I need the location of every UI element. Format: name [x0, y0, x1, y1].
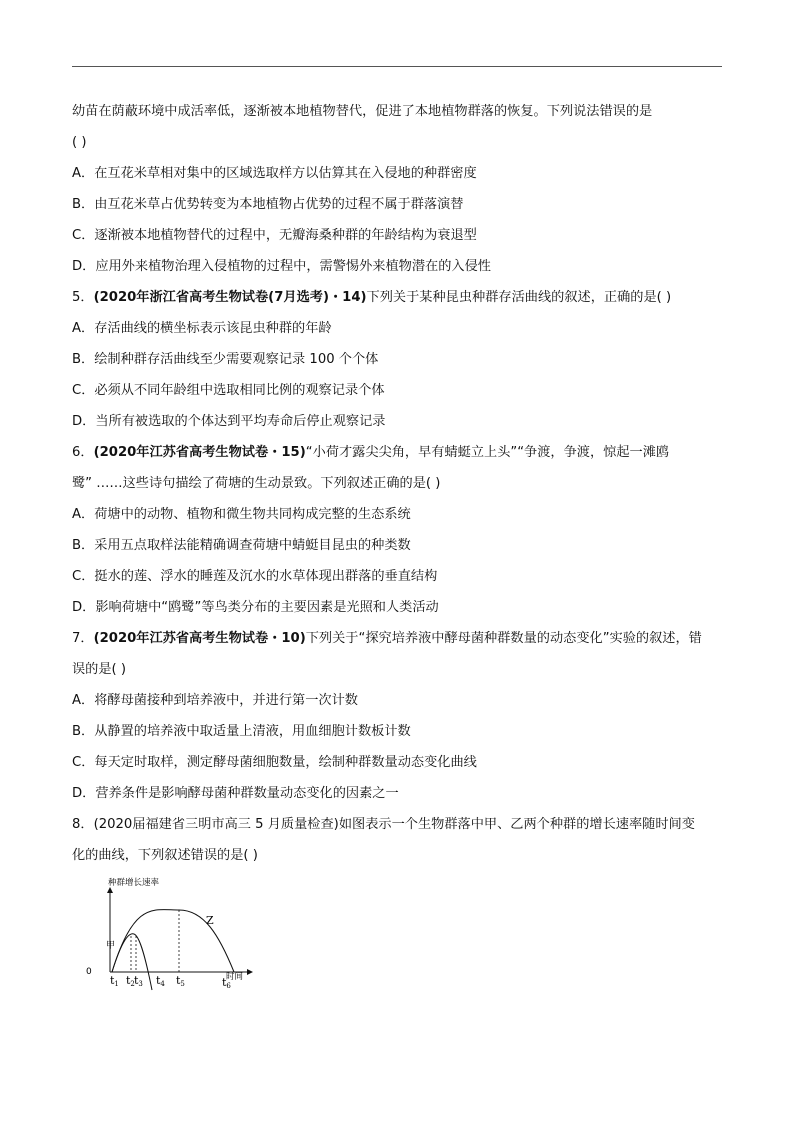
tick-t1: t1: [110, 974, 119, 988]
q4-option-a: A．在互花米草相对集中的区域选取样方以估算其在入侵地的种群密度: [72, 166, 477, 181]
q7-option-a: A．将酵母菌接种到培养液中，并进行第一次计数: [72, 693, 358, 708]
q5-stem-text: 下列关于某种昆虫种群存活曲线的叙述，正确的是( ): [366, 290, 672, 305]
q7-stem-text: 下列关于“探究培养液中酵母菌种群数量的动态变化”实验的叙述，错: [305, 631, 702, 646]
curve-yi-label: Z: [206, 914, 214, 927]
origin-label: 0: [86, 967, 92, 977]
q5-source: (2020年浙江省高考生物试卷(7月选考)・14): [93, 290, 367, 305]
q7-option-d: D．营养条件是影响酵母菌种群数量动态变化的因素之一: [72, 786, 399, 801]
q4-option-c: C．逐渐被本地植物替代的过程中，无瓣海桑种群的年龄结构为衰退型: [72, 228, 477, 243]
q8-stem-text: 如图表示一个生物群落中甲、乙两个种群的增长速率随时间变: [338, 817, 695, 832]
q7-number: 7．: [72, 631, 94, 646]
q7-stem-line1: [72, 623, 724, 654]
q6-stem-line2: 鹭” ……这些诗句描绘了荷塘的生动景致。下列叙述正确的是( ): [72, 476, 441, 491]
q5-option-c: C．必须从不同年龄组中选取相同比例的观察记录个体: [72, 383, 385, 398]
q8-number: 8．: [72, 817, 94, 832]
q5-option-a: A．存活曲线的横坐标表示该昆虫种群的年龄: [72, 321, 332, 336]
q5-stem: [72, 282, 724, 313]
tick-t3: t3: [134, 974, 143, 988]
header-rule: [72, 66, 722, 67]
y-axis-label: 种群增长速率: [108, 878, 160, 888]
q6-option-b: B．采用五点取样法能精确调查荷塘中蜻蜓目昆虫的种类数: [72, 538, 411, 553]
question-content: [72, 96, 724, 871]
tick-t5: t5: [176, 974, 185, 988]
q8-stem-line2: 化的曲线，下列叙述错误的是( ): [72, 848, 258, 863]
q7-option-c: C．每天定时取样，测定酵母菌细胞数量，绘制种群数量动态变化曲线: [72, 755, 477, 770]
growth-rate-figure: [84, 880, 264, 1000]
curve-jia-label: 甲: [106, 941, 116, 951]
q7-source: (2020年江苏省高考生物试卷・10): [93, 631, 306, 646]
q4-option-d: D．应用外来植物治理入侵植物的过程中，需警惕外来植物潜在的入侵性: [72, 259, 491, 274]
q5-option-b: B．绘制种群存活曲线至少需要观察记录 100 个个体: [72, 352, 379, 367]
q6-number: 6．: [72, 445, 94, 460]
tick-t4: t4: [156, 974, 165, 988]
curve-yi: [112, 910, 234, 972]
q7-stem-line2: 误的是( ): [72, 662, 127, 677]
q8-stem-line1: [72, 809, 724, 840]
q6-source: (2020年江苏省高考生物试卷・15): [93, 445, 306, 460]
tick-t6: t6: [222, 976, 231, 990]
q5-option-d: D．当所有被选取的个体达到平均寿命后停止观察记录: [72, 414, 386, 429]
q5-number: 5．: [72, 290, 94, 305]
q6-stem-text: “小荷才露尖尖角，早有蜻蜓立上头”“争渡，争渡，惊起一滩鸥: [305, 445, 670, 460]
q6-option-a: A．荷塘中的动物、植物和微生物共同构成完整的生态系统: [72, 507, 411, 522]
q4-stem-line2: ( ): [72, 135, 87, 150]
growth-rate-diagram: [84, 880, 264, 1000]
q6-option-c: C．挺水的莲、浮水的睡莲及沉水的水草体现出群落的垂直结构: [72, 569, 438, 584]
q6-option-d: D．影响荷塘中“鸥鹭”等鸟类分布的主要因素是光照和人类活动: [72, 600, 439, 615]
q6-stem-line1: [72, 437, 724, 468]
q7-option-b: B．从静置的培养液中取适量上清液，用血细胞计数板计数: [72, 724, 411, 739]
tick-t2: t2: [126, 974, 135, 988]
q4-stem-line1: 幼苗在荫蔽环境中成活率低，逐渐被本地植物替代，促进了本地植物群落的恢复。下列说法错误的是: [72, 104, 653, 119]
q4-option-b: B．由互花米草占优势转变为本地植物占优势的过程不属于群落演替: [72, 197, 464, 212]
x-axis-label: 时间: [226, 972, 244, 982]
q8-source: (2020届福建省三明市高三 5 月质量检查): [93, 817, 339, 832]
